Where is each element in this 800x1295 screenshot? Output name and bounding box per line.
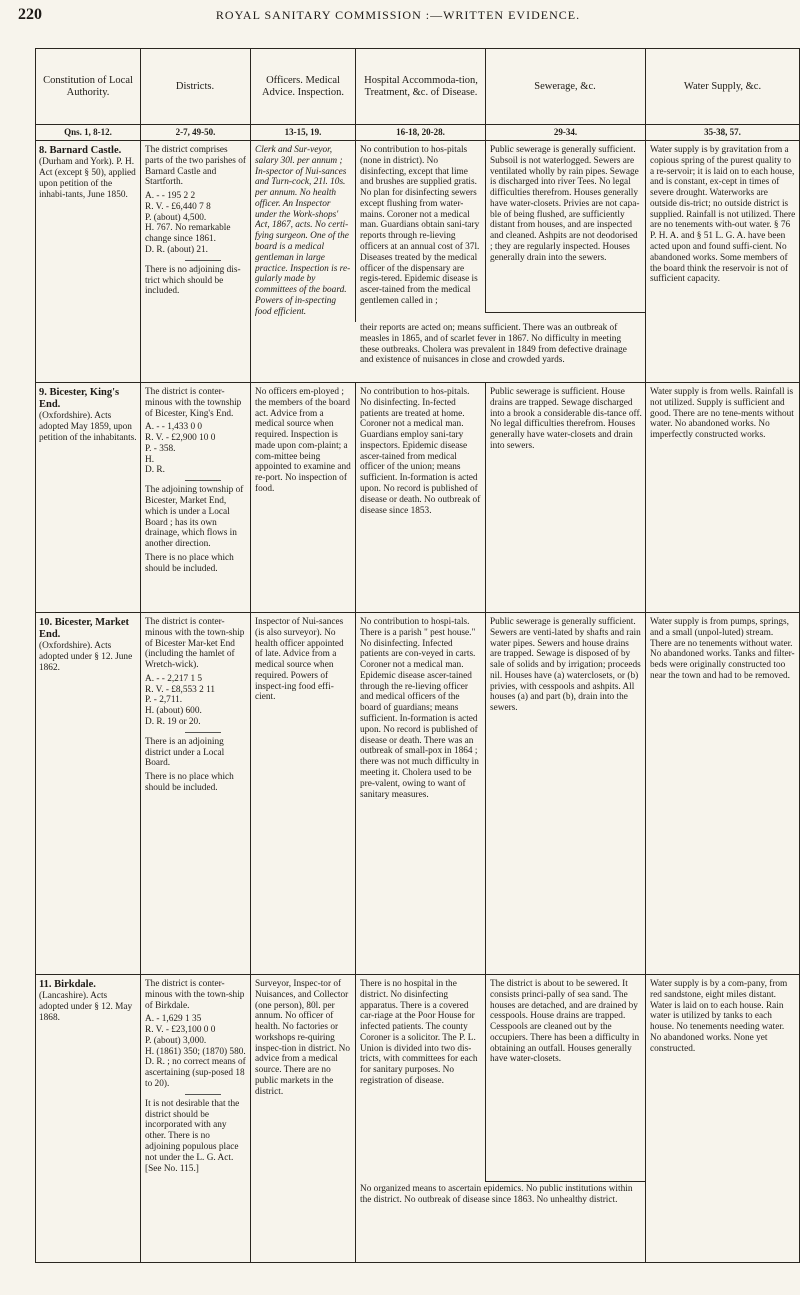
running-head: ROYAL SANITARY COMMISSION :—WRITTEN EVIDENCE. [215, 8, 581, 22]
district-description: The district comprises parts of the two parishes of Barnard Castle and Startforth. [145, 145, 246, 188]
spanning-note: No organized means to ascertain epidemics. No public institutions within the district. No outbreak of disease since 1863. No unhealthy district. [360, 1184, 633, 1205]
divider [185, 260, 221, 261]
authority-name: 10. Bicester, Market End. [39, 617, 129, 641]
bracket-rule [485, 312, 645, 313]
district-rateable-value: R. V. - £23,100 0 0 [145, 1025, 216, 1036]
column-rule [355, 48, 356, 140]
district-population: P. - 2,711. [145, 695, 183, 706]
column-rule [140, 48, 141, 140]
officers-cell: Surveyor, Inspec-tor of Nuisances, and Collector (one person), 80l. per annum. No officer of health. No factories or workshops re-quiring inspec-tion in district. No advice from a medical source. There are no public markets in the district. [255, 979, 351, 1097]
district-description: The district is conter-minous with the town-ship of Birkdale. [145, 979, 245, 1011]
column-header: Sewerage, &c. [534, 80, 596, 92]
districts-cell [145, 979, 247, 1257]
district-death-rate: D. R. ; no correct means of ascertaining (sup-posed 18 to 20). [145, 1057, 246, 1090]
district-population: P. (about) 4,500. [145, 212, 207, 223]
column-rule [645, 48, 646, 140]
column-rule [355, 140, 356, 322]
district-area: A. - - 195 2 2 [145, 191, 196, 202]
column-rule [140, 140, 141, 382]
authority-cell [39, 145, 137, 377]
authority-cell [39, 979, 137, 1257]
water-supply-cell: Water supply is from pumps, springs, and a small (unpol-luted) stream. There are no tenements without water. No abandoned works. Tanks and filter-beds were originally constructed too near the town and had to be removed. [650, 617, 795, 681]
column-rule [140, 382, 141, 612]
authority-cell [39, 387, 137, 607]
hospital-cell: No contribution to hos-pitals. No disinfecting. In-fected patients are treated at home. Coroner not a medical man. Guardians employ sani-tary inspectors. Epidemic disease ascer-tained from medical officer of the union; means sufficient. In-formation is acted upon. No record is published of disease or death. No outbreak of disease since 1853. [360, 387, 481, 516]
district-adjoining: There is no adjoining dis-trict which should be included. [145, 264, 241, 297]
authority-name: 8. Barnard Castle. [39, 145, 122, 156]
column-rule [140, 612, 141, 974]
column-rule [140, 974, 141, 1262]
district-rateable-value: R. V. - £2,900 10 0 [145, 433, 216, 444]
district-inclusion: There is no place which should be included. [145, 772, 234, 793]
district-death-rate: D. R. [145, 465, 165, 476]
district-area: A. - 1,629 1 35 [145, 1014, 202, 1025]
column-rule [250, 48, 251, 140]
page-number: 220 [18, 6, 42, 23]
district-houses: H. (about) 600. [145, 706, 202, 717]
water-supply-cell: Water supply is from wells. Rainfall is not utilized. Supply is sufficient and good. There are no tene-ments without water. No abandoned works. No imperfectly constructed works. [650, 387, 794, 441]
hospital-cell: No contribution to hospi-tals. There is a parish " pest house." No disinfecting. Infected patients are con-veyed in carts. Coroner not a medical man. Epidemic disease ascer-tained through the re-lieving officer and medical officers of the board of guardians; means sufficient. In-formation is acted upon. No record is published of disease or death. There was an outbreak of small-pox in 1864 ; there was not much difficulty in meeting it. Cholera used to be pre-valent, owing to want of sanitary measures. [360, 617, 479, 800]
column-rule [250, 382, 251, 612]
column-rule [250, 974, 251, 1262]
district-rateable-value: R. V. - £8,553 2 11 [145, 684, 216, 695]
column-rule [645, 974, 646, 1262]
district-inclusion: There is no place which should be included. [145, 552, 234, 574]
table-bottom-rule [35, 1262, 800, 1263]
authority-constitution: (Oxfordshire). Acts adopted under § 12. June 1862. [39, 641, 133, 673]
divider [185, 1094, 221, 1095]
sewerage-cell: Public sewerage is generally sufficient. Sewers are venti-lated by shafts and rain water pipes. Sewers and house drains are trapped. Sewage is disposed of by sale of solids and by irrigation; proceeds nil. Houses have (a) waterclosets, or (b) privies, with cesspools and ashpits. All houses (a) and part (b), drain into the sewers. [490, 617, 641, 714]
row-divider [35, 612, 800, 613]
authority-name: 9. Bicester, King's End. [39, 387, 120, 411]
column-rule [485, 140, 486, 312]
district-population: P. (about) 3,000. [145, 1035, 207, 1046]
district-houses: H. 767. No remarkable change since 1861. [145, 223, 231, 245]
officers-cell: Inspector of Nui-sances (is also surveyor). No health officer appointed of late. Advice from a medical source when required. Powers of inspect-ing food effi-cient. [255, 617, 344, 703]
question-ref: Qns. 1, 8-12. [64, 127, 112, 137]
bracket-rule [485, 1181, 645, 1182]
sewerage-cell: Public sewerage is generally sufficient. Subsoil is not waterlogged. Sewers are ventilated wholly by rain pipes. Sewage is discharged into river Tees. No legal difficulties therefrom. Houses generally have water-closets. Privies are not capa-ble of being flushed, are sufficiently distant from houses, and are inspected and cleaned. Ashpits are not deodorised ; they are regularly inspected. Houses generally drain into the sewers. [490, 145, 640, 263]
districts-cell [145, 617, 247, 969]
column-header: Hospital Accommoda-tion, Treatment, &c. of Disease. [364, 74, 478, 98]
district-death-rate: D. R. (about) 21. [145, 245, 209, 256]
column-header: Districts. [175, 80, 215, 92]
table-top-rule [35, 48, 800, 49]
question-ref: 35-38, 57. [704, 127, 741, 137]
district-death-rate: D. R. 19 or 20. [145, 717, 201, 728]
districts-cell [145, 145, 247, 377]
district-description: The district is conter-minous with the town-ship of Bicester Mar-ket End (including the hamlet of Wretch-wick). [145, 617, 245, 671]
spanning-note: their reports are acted on; means sufficient. There was an outbreak of measles in 1865, and of scarlet fever in 1867. No difficulty in meeting these outbreaks. Cholera was prevalent in 1849 from defective drainage and existence of nuisances in close and crowded yards. [360, 323, 627, 366]
district-houses: H. (1861) 350; (1870) 580. [145, 1046, 246, 1057]
district-rateable-value: R. V. - £6,440 7 8 [145, 201, 211, 212]
column-rule [355, 974, 356, 1262]
districts-cell [145, 387, 247, 607]
district-adjoining: There is an adjoining district under a Local Board. [145, 736, 225, 769]
water-supply-cell: Water supply is by gravitation from a copious spring of the purest quality to a re-servoir; it is laid on to each house, and is constant, ex-cept in times of severe drought. Waterworks are outside dis-trict; no outside district is supplied. Rainfall is not utilized. There are no tenements with-out water. § 76 P. H. A. and § 51 L. G. A. have been acted upon and found suffi-cient. No abandoned works. Some members of the board think the reservoir is not of sufficient capacity. [650, 145, 796, 285]
sewerage-cell: The district is about to be sewered. It consists princi-pally of sea sand. The houses are detached, and are drained by cesspools. House drains are trapped. Cesspools are cleaned out by the occupiers. There has been a difficulty in obtaining an outfall. Houses generally have water-closets. [490, 979, 640, 1065]
district-description: The district is conter-minous with the township of Bicester, King's End. [145, 387, 242, 419]
authority-name: 11. Birkdale. [39, 979, 96, 990]
district-population: P. - 358. [145, 443, 176, 454]
hospital-cell: No contribution to hos-pitals (none in district). No disinfecting, except that lime and brushes are supplied gratis. No plan for disinfecting sewers except flushing from water-mains. Coroner not a medical man. Guardians obtain sani-tary reports through re-lieving officers at an annual cost of 37l. Diseases treated by the medical officer of the dispensary are regis-tered. Epidemic disease is ascer-tained from the medical gentlemen called in ; [360, 145, 480, 306]
column-rule [485, 612, 486, 974]
table-header-rule [35, 124, 800, 125]
column-rule [35, 48, 36, 1262]
district-adjoining: The adjoining township of Bicester, Market End, which is under a Local Board ; has its own drainage, which flows in another direction. [145, 485, 244, 550]
column-rule [355, 382, 356, 612]
question-ref: 29-34. [553, 127, 578, 137]
column-header: Officers. Medical Advice. Inspection. [262, 74, 344, 98]
column-rule [355, 612, 356, 974]
row-divider [35, 382, 800, 383]
column-rule [645, 140, 646, 382]
column-header: Water Supply, &c. [683, 80, 762, 92]
officers-cell: Clerk and Sur-veyor, salary 30l. per annum ; In-spector of Nui-sances and Turn-cock, 21l. 10s. per annum. No health officer. An Inspector under the Work-shops' Act, 1867, acts. No certi-fying surgeon. One of the board is a medical gentleman in large practice. Inspection is re-gularly made by committees of the board. Powers of in-specting food efficient. [255, 145, 351, 317]
column-rule [645, 612, 646, 974]
authority-constitution: (Durham and York). P. H. Act (except § 50), applied upon petition of the inhabi-tants, June 1850. [39, 157, 136, 200]
column-rule [485, 48, 486, 140]
question-ref: 2-7, 49-50. [175, 127, 216, 137]
row-divider [35, 974, 800, 975]
authority-cell [39, 617, 137, 969]
officers-cell: No officers em-ployed ; the members of the board act. Advice from a medical source when required. Inspection is made upon com-plaint; a com-mittee being appointed to examine and re-port. No inspection of food. [255, 387, 351, 495]
column-rule [250, 140, 251, 382]
question-ref: 13-15, 19. [284, 127, 322, 137]
column-rule [645, 382, 646, 612]
hospital-cell: There is no hospital in the district. No disinfecting apparatus. There is a covered car-riage at the Poor House for infected patients. The county Coroner is a solicitor. The P. L. Union is divided into two dis-tricts, with committees for each for sanitary purposes. No registration of disease. [360, 979, 478, 1087]
divider [185, 480, 221, 481]
table-qns-rule [35, 140, 800, 141]
district-adjoining: It is not desirable that the district should be incorporated with any other. There is no adjoining populous place not under the L. G. Act. [See No. 115.] [145, 1098, 240, 1174]
question-ref: 16-18, 20-28. [396, 127, 445, 137]
column-header: Constitution of Local Authority. [43, 74, 133, 98]
district-area: A. - - 1,433 0 0 [145, 422, 203, 433]
authority-constitution: (Oxfordshire). Acts adopted May 1859, upon petition of the inhabitants. [39, 411, 137, 443]
column-rule [485, 974, 486, 1182]
column-rule [250, 612, 251, 974]
district-area: A. - - 2,217 1 5 [145, 673, 203, 684]
water-supply-cell: Water supply is by a com-pany, from red sandstone, eight miles distant. Water is laid on to each house. Rain water is utilized by tanks to each house. No tenements needing water. No abandoned works. None yet constructed. [650, 979, 788, 1054]
column-rule [485, 382, 486, 612]
sewerage-cell: Public sewerage is sufficient. House drains are trapped. Sewage discharged into a brook a considerable dis-tance off. No legal difficulties therefrom. Houses generally have water-closets and drain into sewers. [490, 387, 642, 451]
authority-constitution: (Lancashire). Acts adopted under § 12. May 1868. [39, 991, 133, 1023]
divider [185, 732, 221, 733]
district-houses: H. [145, 454, 155, 465]
